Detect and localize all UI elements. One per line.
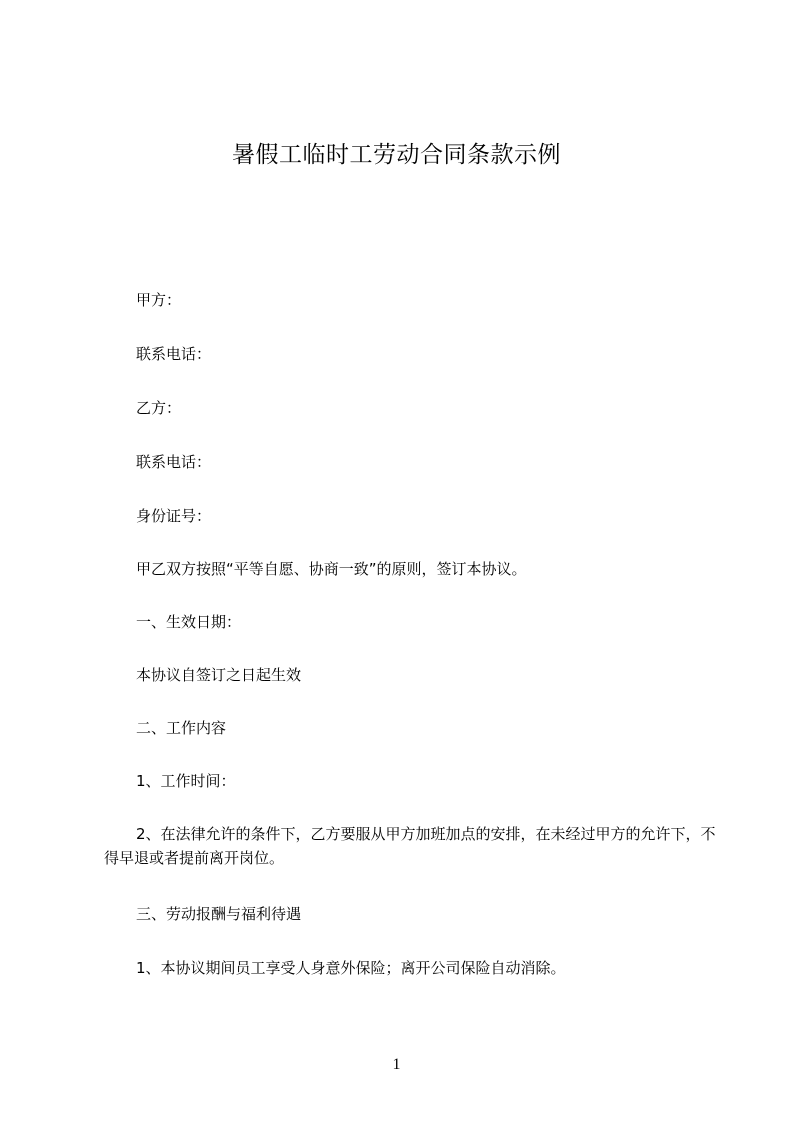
principle-paragraph: 甲乙双方按照“平等自愿、协商一致”的原则，签订本协议。 — [136, 560, 527, 578]
id-number-label: 身份证号： — [136, 507, 212, 525]
section-effective-date-heading: 一、生效日期： — [136, 613, 242, 631]
section-compensation-heading: 三、劳动报酬与福利待遇 — [136, 905, 302, 923]
page-number: 1 — [392, 1056, 401, 1073]
work-time-item: 1、工作时间： — [136, 772, 236, 790]
party-a-label: 甲方： — [136, 291, 182, 309]
overtime-item: 2、在法律允许的条件下，乙方要服从甲方加班加点的安排，在未经过甲方的允许下，不得早退或者提前离开岗位。 — [104, 825, 716, 867]
effective-date-paragraph: 本协议自签订之日起生效 — [136, 666, 302, 684]
party-b-phone-label: 联系电话： — [136, 453, 212, 471]
party-b-label: 乙方： — [136, 399, 182, 417]
party-a-phone-label: 联系电话： — [136, 345, 212, 363]
insurance-item: 1、本协议期间员工享受人身意外保险；离开公司保险自动消除。 — [136, 959, 566, 977]
document-title: 暑假工临时工劳动合同条款示例 — [232, 142, 561, 168]
section-work-content-heading: 二、工作内容 — [136, 719, 227, 737]
